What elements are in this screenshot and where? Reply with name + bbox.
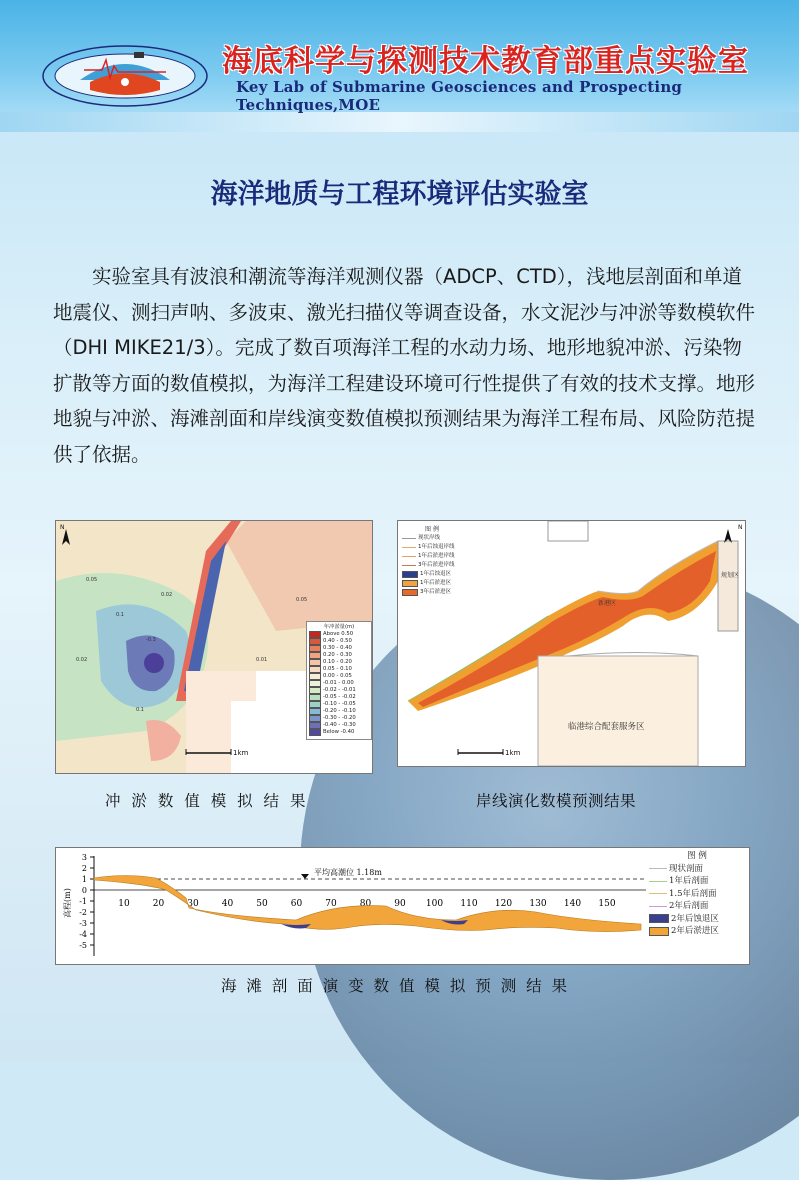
- fig2-legend-label: 1年后蚀退区: [420, 571, 451, 577]
- svg-text:0.02: 0.02: [161, 592, 173, 598]
- shoreline-evolution-map: [397, 520, 746, 767]
- fig3-legend-item: [649, 925, 745, 938]
- fig1-legend-label: 0.40 - 0.50: [323, 637, 352, 644]
- y-axis-label: 高程(m): [63, 888, 72, 918]
- svg-text:0.1: 0.1: [116, 612, 124, 618]
- fig3-legend-item: [649, 900, 745, 913]
- fig1-legend-swatch: [309, 666, 321, 673]
- fig3-legend-label: 1年后剖面: [669, 876, 709, 886]
- lab-logo: [40, 30, 210, 110]
- fig3-legend-swatch: [649, 927, 669, 936]
- fig1-legend-swatch: [309, 722, 321, 729]
- fig2-legend-label: 1年后淤进区: [420, 580, 451, 586]
- x-tick-label: 150: [598, 899, 616, 909]
- x-tick-label: 140: [563, 899, 582, 909]
- fig1-legend-label: -0.05 - -0.02: [323, 693, 356, 700]
- fig1-legend-item: [309, 680, 369, 687]
- x-tick-label: 20: [152, 899, 165, 909]
- fig1-legend-label: 0.05 - 0.10: [323, 665, 352, 672]
- fig2-legend-swatch: [402, 547, 416, 548]
- fig2-legend-item: [402, 579, 462, 588]
- svg-text:0.1: 0.1: [136, 707, 144, 713]
- y-tick-label: -1: [79, 897, 87, 906]
- fig1-legend-label: -0.02 - -0.01: [323, 686, 356, 693]
- x-tick-label: 130: [529, 899, 547, 909]
- fig3-legend-label: 2年后剖面: [669, 901, 709, 911]
- erosion-map-caption: 冲 淤 数 值 模 拟 结 果: [105, 792, 309, 810]
- beach-profile-caption: 海 滩 剖 面 演 变 数 值 模 拟 预 测 结 果: [221, 977, 570, 995]
- svg-text:0.05: 0.05: [296, 597, 308, 603]
- fig2-legend-label: 1年后淤进岸线: [418, 553, 455, 559]
- fig2-legend-swatch: [402, 565, 416, 566]
- fig1-legend-item: [309, 708, 369, 715]
- fig1-legend-label: 0.00 - 0.05: [323, 672, 352, 679]
- shoreline-legend: [402, 525, 462, 597]
- fig2-legend-item: [402, 561, 462, 570]
- fig1-legend-label: Above 0.50: [323, 630, 354, 637]
- y-tick-label: -4: [79, 930, 87, 939]
- profile-legend-title: 图 例: [687, 851, 707, 861]
- fig1-legend-label: -0.20 - -0.10: [323, 707, 356, 714]
- mean-tide-label: 平均高潮位 1.18m: [314, 868, 382, 877]
- scale-label: 1km: [233, 749, 249, 757]
- fig3-legend-swatch: [649, 881, 667, 882]
- fig2-legend-label: 1年后蚀退岸线: [418, 544, 455, 550]
- fig1-legend-swatch: [309, 694, 321, 701]
- intro-paragraph: 实验室具有波浪和潮流等海洋观测仪器（ADCP、CTD），浅地层剖面和单道地震仪、测扫声呐、多波束、激光扫描仪等调查设备，水文泥沙与冲淤等数模软件（DHI MIKE21/3）。完成了数百项海洋工程的水动力场、地形地貌冲淤、污染物扩散等方面的数值模拟，为海洋工程建设环境可行性提供了有效的技术支撑。地形地貌与冲淤、海滩剖面和岸线演变数值模拟预测结果为海洋工程布局、风险防范提供了依据。: [53, 265, 756, 466]
- fig2-legend-item: [402, 570, 462, 579]
- area-label: 临港综合配套服务区: [568, 722, 645, 732]
- x-tick-label: 120: [494, 899, 513, 909]
- fig3-legend-label: 现状剖面: [669, 863, 704, 874]
- y-tick-label: 1: [81, 875, 87, 884]
- fig1-legend-item: [309, 673, 369, 680]
- fig3-legend-label: 2年后蚀退区: [671, 913, 719, 924]
- north-label: N: [60, 524, 65, 531]
- fig3-legend-swatch: [649, 906, 667, 907]
- x-tick-label: 40: [221, 899, 234, 909]
- fig1-legend-label: -0.30 - -0.20: [323, 714, 356, 721]
- profile-legend: [649, 850, 745, 938]
- x-tick-label: 90: [394, 899, 406, 909]
- fig1-legend-item: [309, 694, 369, 701]
- fig1-legend-swatch: [309, 729, 321, 736]
- svg-text:-0.3: -0.3: [146, 637, 156, 643]
- fig2-legend-swatch: [402, 571, 418, 578]
- plan-label: 规划区: [721, 572, 740, 579]
- fig1-legend-label: 0.10 - 0.20: [323, 658, 352, 665]
- fig2-legend-item: [402, 552, 462, 561]
- fig3-legend-label: 1.5年后剖面: [669, 888, 717, 899]
- fig3-legend-item: [649, 875, 745, 888]
- fig2-legend-label: 现状岸线: [418, 535, 441, 541]
- page-heading: 海洋地质与工程环境评估实验室: [210, 179, 589, 210]
- fig1-legend-swatch: [309, 659, 321, 666]
- fig3-legend-label: 2年后淤进区: [671, 926, 719, 936]
- lab-title-english: Key Lab of Submarine Geosciences and Prospecting Techniques,MOE: [236, 78, 683, 114]
- fig3-legend-item: [649, 888, 745, 901]
- y-tick-label: 0: [81, 886, 87, 895]
- fig1-legend-item: [309, 659, 369, 666]
- fig3-legend-item: [649, 913, 745, 926]
- fig1-legend-label: Below -0.40: [323, 728, 355, 735]
- y-tick-label: 2: [81, 864, 87, 873]
- erosion-deposition-map: [55, 520, 373, 774]
- fig1-legend-swatch: [309, 638, 321, 645]
- y-tick-label: -2: [79, 908, 87, 917]
- fig1-legend-swatch: [309, 652, 321, 659]
- fig2-legend-label: 3年后淤进岸线: [418, 562, 455, 568]
- fig1-legend-label: -0.40 - -0.30: [323, 721, 356, 728]
- fig1-legend-swatch: [309, 715, 321, 722]
- x-tick-label: 80: [359, 899, 372, 909]
- fig2-legend-label: 3年后淤进区: [420, 589, 451, 595]
- x-tick-label: 30: [187, 899, 199, 909]
- fig2-legend-swatch: [402, 580, 418, 587]
- fig1-legend-item: [309, 701, 369, 708]
- erosion-legend-title: 年冲淤量(m): [323, 624, 355, 630]
- fig1-legend-item: [309, 722, 369, 729]
- x-tick-label: 100: [425, 899, 444, 909]
- fig2-legend-swatch: [402, 589, 418, 596]
- fig2-legend-item: [402, 543, 462, 552]
- beach-profile-image: [56, 848, 749, 964]
- fig2-legend-swatch: [402, 556, 416, 557]
- fig1-legend-swatch: [309, 687, 321, 694]
- fig2-legend-swatch: [402, 538, 416, 539]
- fig1-legend-label: 0.20 - 0.30: [323, 651, 352, 658]
- fig1-legend-item: [309, 715, 369, 722]
- shoreline-map-caption: 岸线演化数模预测结果: [476, 792, 637, 810]
- x-tick-label: 10: [118, 899, 130, 909]
- fig1-legend-item: [309, 729, 369, 736]
- fig1-legend-item: [309, 666, 369, 673]
- fig1-legend-item: [309, 631, 369, 638]
- fig1-legend-swatch: [309, 708, 321, 715]
- header-band: [0, 112, 799, 132]
- y-tick-label: -3: [79, 919, 87, 928]
- north-label-2: N: [738, 524, 743, 531]
- fig1-legend-label: -0.01 - 0.00: [323, 679, 354, 686]
- fig2-legend-item: [402, 534, 462, 543]
- y-tick-label: -5: [79, 941, 87, 950]
- fig3-legend-swatch: [649, 868, 667, 869]
- fig1-legend-item: [309, 645, 369, 652]
- fig3-legend-swatch: [649, 914, 669, 923]
- fig1-legend-item: [309, 687, 369, 694]
- fig1-legend-item: [309, 638, 369, 645]
- svg-text:0.05: 0.05: [86, 577, 98, 583]
- fig1-legend-swatch: [309, 645, 321, 652]
- lab-title-chinese: 海底科学与探测技术教育部重点实验室: [222, 44, 749, 79]
- x-tick-label: 60: [290, 899, 303, 909]
- fig1-legend-label: 0.30 - 0.40: [323, 644, 352, 651]
- shoreline-legend-title: 图 例: [425, 526, 439, 533]
- port-label: 新港区: [598, 600, 617, 607]
- y-tick-label: 3: [81, 853, 87, 862]
- fig3-legend-swatch: [649, 893, 667, 894]
- fig1-legend-swatch: [309, 673, 321, 680]
- fig1-legend-swatch: [309, 631, 321, 638]
- fig1-legend-label: -0.10 - -0.05: [323, 700, 356, 707]
- fig1-legend-item: [309, 652, 369, 659]
- svg-text:0.02: 0.02: [76, 657, 88, 663]
- fig1-legend-swatch: [309, 701, 321, 708]
- fig1-legend-swatch: [309, 680, 321, 687]
- erosion-legend: [306, 621, 372, 740]
- x-tick-label: 70: [325, 899, 337, 909]
- x-tick-label: 50: [256, 899, 268, 909]
- fig3-legend-item: [649, 863, 745, 876]
- scale-label-2: 1km: [505, 749, 521, 757]
- x-tick-label: 110: [460, 899, 478, 909]
- svg-text:0.01: 0.01: [256, 657, 268, 663]
- beach-profile-chart: [55, 847, 750, 965]
- fig2-legend-item: [402, 588, 462, 597]
